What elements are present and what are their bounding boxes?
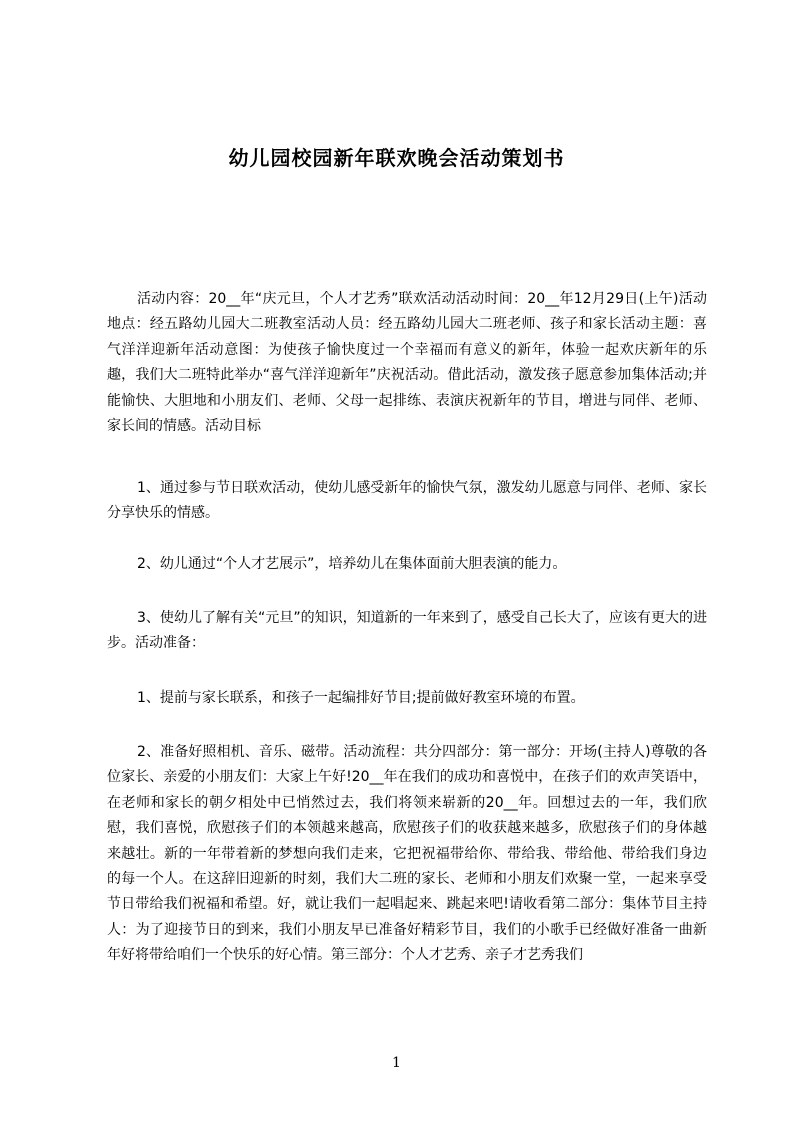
paragraph-activity-overview: 活动内容：20__年“庆元旦，个人才艺秀”联欢活动活动时间：20__年12月29日(上午)活动地点：经五路幼儿园大二班教室活动人员：经五路幼儿园大二班老师、孩子和家长活动主题：喜气洋洋迎新年活动意图：为使孩子愉快度过一个幸福而有意义的新年，体验一起欢庆新年的乐趣，我们大二班特此举办“喜气洋洋迎新年”庆祝活动。借此活动，激发孩子愿意参加集体活动;并能愉快、大胆地和小朋友们、老师、父母一起排练、表演庆祝新年的节目，增进与同伴、老师、家长间的情感。活动目标: [107, 291, 707, 435]
document-title: 幼儿园校园新年联欢晚会活动策划书: [228, 146, 565, 170]
paragraph-goal-3: 3、使幼儿了解有关“元旦”的知识，知道新的一年来到了，感受自己长大了，应该有更大的进步。活动准备：: [107, 610, 707, 652]
page-number: 1: [392, 1055, 401, 1071]
paragraph-goal-1: 1、通过参与节日联欢活动，使幼儿感受新年的愉快气氛，激发幼儿愿意与同伴、老师、家长分享快乐的情感。: [107, 480, 707, 522]
paragraph-prep-2-and-flow: 2、准备好照相机、音乐、磁带。活动流程：共分四部分：第一部分：开场(主持人)尊敬的各位家长、亲爱的小朋友们：大家上午好!20__年在我们的成功和喜悦中，在孩子们的欢声笑语中，在老师和家长的朝夕相处中已悄然过去，我们将领来崭新的20__年。回想过去的一年，我们欣慰，我们喜悦，欣慰孩子们的本领越来越高，欣慰孩子们的收获越来越多，欣慰孩子们的身体越来越壮。新的一年带着新的梦想向我们走来，它把祝福带给你、带给我、带给他、带给我们身边的每一个人。在这辞旧迎新的时刻，我们大二班的家长、老师和小朋友们欢聚一堂，一起来享受节日带给我们祝福和希望。好，就让我们一起唱起来、跳起来吧!请收看第二部分：集体节目主持人：为了迎接节日的到来，我们小朋友早已准备好精彩节目，我们的小歌手已经做好准备一曲新年好将带给咱们一个快乐的好心情。第三部分：个人才艺秀、亲子才艺秀我们: [107, 744, 707, 964]
paragraph-goal-2: 2、幼儿通过“个人才艺展示”，培养幼儿在集体面前大胆表演的能力。: [137, 556, 567, 572]
paragraph-prep-1: 1、提前与家长联系，和孩子一起编排好节目;提前做好教室环境的布置。: [137, 690, 585, 706]
